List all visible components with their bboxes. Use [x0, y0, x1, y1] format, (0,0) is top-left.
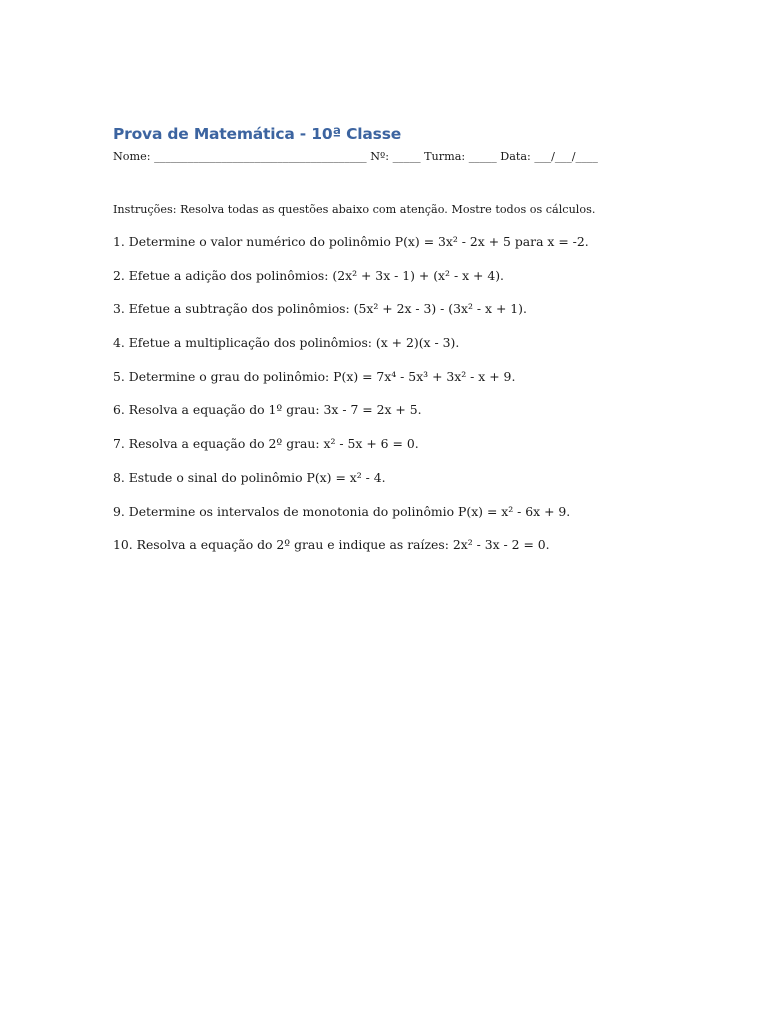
student-info-line: Nome: ______________________________________ Nº: _____ Turma: _____ Data: ___/___/____ — [113, 150, 598, 163]
question-item: 6. Resolva a equação do 1º grau: 3x - 7 = 2x + 5. — [113, 402, 422, 418]
question-item: 10. Resolva a equação do 2º grau e indique as raízes: 2x² - 3x - 2 = 0. — [113, 537, 550, 553]
question-item: 2. Efetue a adição dos polinômios: (2x² + 3x - 1) + (x² - x + 4). — [113, 267, 504, 283]
question-item: 7. Resolva a equação do 2º grau: x² - 5x + 6 = 0. — [113, 436, 419, 452]
question-list — [113, 233, 589, 570]
document-title: Prova de Matemática - 10ª Classe — [113, 125, 402, 143]
question-item: 1. Determine o valor numérico do polinômio P(x) = 3x² - 2x + 5 para x = -2. — [113, 234, 589, 249]
question-item: 9. Determine os intervalos de monotonia do polinômio P(x) = x² - 6x + 9. — [113, 503, 571, 519]
question-item: 4. Efetue a multiplicação dos polinômios: (x + 2)(x - 3). — [113, 335, 460, 351]
question-item: 8. Estude o sinal do polinômio P(x) = x² - 4. — [113, 469, 386, 485]
question-item: 3. Efetue a subtração dos polinômios: (5x² + 2x - 3) - (3x² - x + 1). — [113, 301, 527, 317]
instructions-text: Instruções: Resolva todas as questões abaixo com atenção. Mostre todos os cálculos. — [113, 203, 596, 216]
question-item: 5. Determine o grau do polinômio: P(x) = 7x⁴ - 5x³ + 3x² - x + 9. — [113, 368, 516, 384]
